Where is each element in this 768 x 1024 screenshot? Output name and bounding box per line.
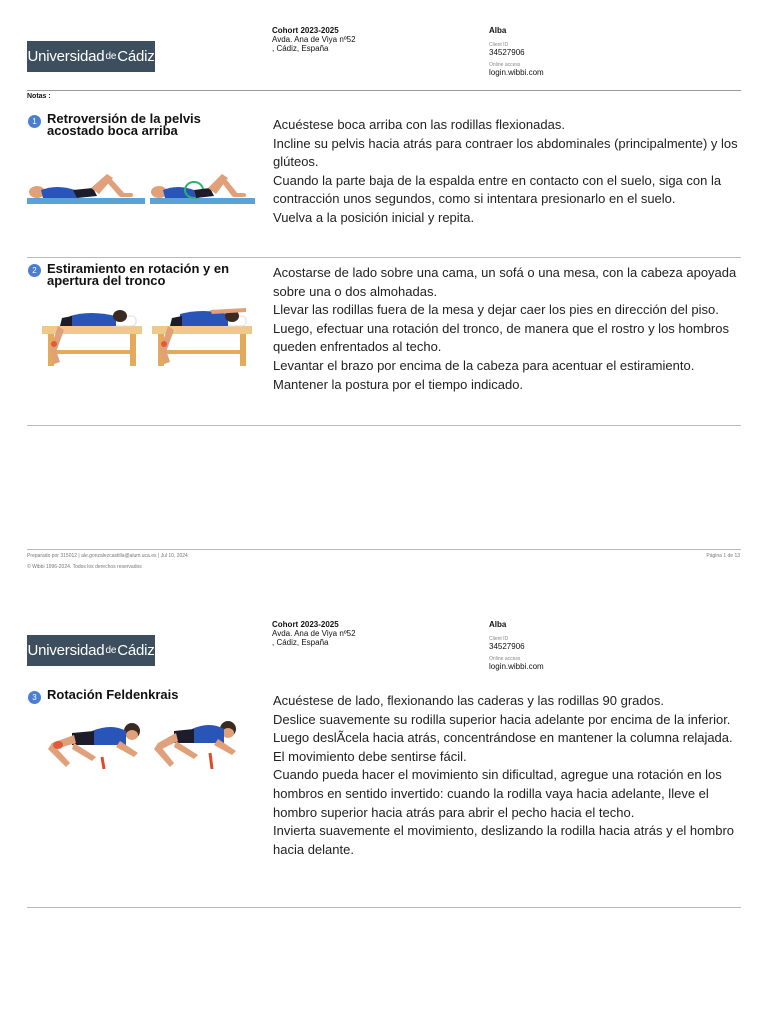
side-lying-rotation-icon — [152, 713, 242, 775]
exercise-image-pelvic-tilt-end — [150, 160, 255, 206]
header-client-block — [489, 620, 544, 671]
exercise-description — [273, 116, 743, 228]
footer-divider — [27, 549, 741, 550]
instruction-line: Mantener la postura por el tiempo indicado. — [273, 376, 524, 392]
exercise-divider — [27, 425, 741, 426]
address-line2: , Cádiz, España — [272, 638, 329, 647]
cohort-label: Cohort 2023-2025 — [272, 620, 339, 629]
exercise-divider — [27, 907, 741, 908]
exercise-number-badge: 3 — [28, 691, 41, 704]
online-access-link[interactable]: login.wibbi.com — [489, 662, 544, 671]
address-line1: Avda. Ana de Viya nº52 — [272, 35, 356, 44]
instruction-line: Llevar las rodillas fuera de la mesa y dejar caer los pies en dirección del piso. — [273, 302, 719, 318]
exercise-number-badge: 2 — [28, 264, 41, 277]
instruction-line: Luego deslÃcela hacia atrás, concentrándose en mantener la columna relajada. — [273, 730, 733, 746]
exercise-image-feldenkrais-end — [152, 713, 242, 775]
header-address-block — [272, 620, 356, 647]
notes-label: Notas : — [27, 93, 51, 100]
client-name: Alba — [489, 26, 507, 35]
online-access-link[interactable]: login.wibbi.com — [489, 68, 544, 77]
online-access-label: Online access — [489, 656, 521, 662]
exercise-description — [273, 692, 743, 859]
exercise-description — [273, 264, 743, 394]
table-stretch-figure-icon — [40, 306, 144, 370]
pelvic-tilt-figure-icon — [27, 160, 145, 206]
side-lying-figure-icon — [42, 713, 148, 775]
exercise-title: Retroversión de la pelvis acostado boca arriba — [47, 111, 201, 138]
address-line1: Avda. Ana de Viya nº52 — [272, 629, 356, 638]
client-id: 34527906 — [489, 642, 525, 651]
client-name: Alba — [489, 620, 507, 629]
client-id: 34527906 — [489, 48, 525, 57]
instruction-line: El movimiento debe sentirse fácil. — [273, 748, 467, 764]
instruction-line: Luego, efectuar una rotación del tronco, de manera que el rostro y los hombros queden enfrentados al techo. — [273, 320, 729, 355]
exercise-image-trunk-rotation-end — [150, 306, 254, 370]
university-logo: Universidad de Cádiz — [27, 41, 155, 72]
cohort-label: Cohort 2023-2025 — [272, 26, 339, 35]
footer-prepared-by: Preparado por 315012 | ale.gonzalezcastilla@alum.uca.es | Jul 10, 2024 — [27, 553, 188, 559]
header-divider — [27, 90, 741, 91]
exercise-image-trunk-rotation-start — [40, 306, 144, 370]
exercise-number-badge: 1 — [28, 115, 41, 128]
client-id-label: Client ID — [489, 42, 509, 48]
online-access-label: Online access — [489, 62, 521, 68]
header-address-block — [272, 26, 356, 53]
footer-copyright: © Wibbi 1996-2024. Todos los derechos reservados — [27, 564, 142, 570]
header-client-block — [489, 26, 544, 77]
instruction-line: Acuéstese boca arriba con las rodillas flexionadas. — [273, 117, 565, 132]
instruction-line: Acuéstese de lado, flexionando las caderas y las rodillas 90 grados. — [273, 693, 664, 708]
client-id-label: Client ID — [489, 636, 509, 642]
instruction-line: Vuelva a la posición inicial y repita. — [273, 209, 475, 225]
address-line2: , Cádiz, España — [272, 44, 329, 53]
instruction-line: Incline su pelvis hacia atrás para contraer los abdominales (principalmente) y los glúteos. — [273, 135, 738, 170]
exercise-title: Rotación Feldenkrais — [47, 687, 179, 702]
exercise-title: Estiramiento en rotación y en apertura del tronco — [47, 261, 230, 288]
pelvic-tilt-figure-highlight-icon — [150, 160, 255, 206]
instruction-line: Cuando pueda hacer el movimiento sin dificultad, agregue una rotación en los hombros en sentido invertido: cuando la rodilla vaya hacia adelante, lleve el hombro superior hacia atrás para abrir el pecho hacia el techo. — [273, 767, 722, 820]
footer-page-number: Página 1 de 13 — [706, 553, 740, 559]
instruction-line: Levantar el brazo por encima de la cabeza para acentuar el estiramiento. — [273, 357, 695, 373]
table-stretch-rotation-icon — [150, 306, 254, 370]
exercise-divider — [27, 257, 741, 258]
instruction-line: Cuando la parte baja de la espalda entre en contacto con el suelo, siga con la contracción unos segundos, como si intentara presionarlo en el suelo. — [273, 172, 722, 207]
university-logo: Universidad de Cádiz — [27, 635, 155, 666]
exercise-image-feldenkrais-start — [42, 713, 148, 775]
instruction-line: Invierta suavemente el movimiento, deslizando la rodilla hacia atrás y el hombro hacia delante. — [273, 823, 735, 857]
instruction-line: Deslice suavemente su rodilla superior hacia adelante por encima de la inferior. — [273, 711, 731, 727]
instruction-line: Acostarse de lado sobre una cama, un sofá o una mesa, con la cabeza apoyada sobre una o dos almohadas. — [273, 265, 737, 299]
exercise-image-pelvic-tilt-start — [27, 160, 145, 206]
